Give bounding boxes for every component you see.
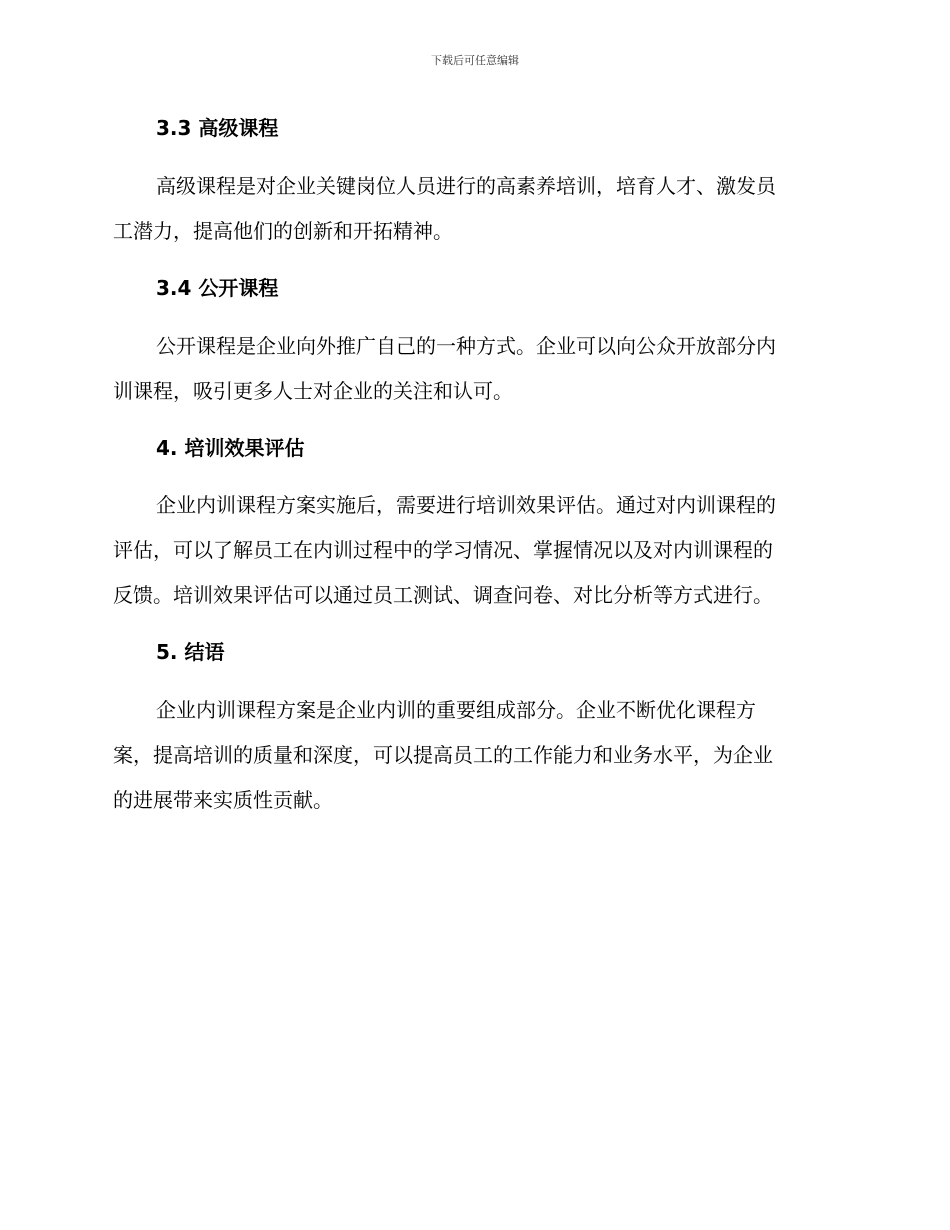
paragraph-line: 企业内训课程方案是企业内训的重要组成部分。企业不断优化课程方 (156, 698, 756, 722)
paragraph-line: 高级课程是对企业关键岗位人员进行的高素养培训，培育人才、激发员 (156, 174, 776, 198)
section-paragraph-4 (113, 483, 831, 618)
paragraph-line: 企业内训课程方案实施后，需要进行培训效果评估。通过对内训课程的 (156, 493, 776, 517)
section-paragraph-5 (113, 688, 831, 823)
paragraph-line: 工潜力，提高他们的创新和开拓精神。 (113, 219, 453, 243)
paragraph-line: 案，提高培训的质量和深度，可以提高员工的工作能力和业务水平，为企业 (113, 743, 773, 767)
page-header: 下载后可任意编辑 (431, 54, 519, 67)
paragraph-line: 的进展带来实质性贡献。 (113, 788, 333, 812)
section-heading-4: 4. 培训效果评估 (156, 436, 305, 460)
paragraph-line: 评估，可以了解员工在内训过程中的学习情况、掌握情况以及对内训课程的 (113, 538, 773, 562)
section-heading-5: 5. 结语 (156, 640, 225, 664)
paragraph-line: 训课程，吸引更多人士对企业的关注和认可。 (113, 379, 513, 403)
section-paragraph-3-3 (113, 164, 831, 254)
section-paragraph-3-4 (113, 324, 831, 414)
paragraph-line: 反馈。培训效果评估可以通过员工测试、调查问卷、对比分析等方式进行。 (113, 583, 773, 607)
paragraph-line: 公开课程是企业向外推广自己的一种方式。企业可以向公众开放部分内 (156, 334, 776, 358)
section-heading-3-3: 3.3 高级课程 (156, 116, 279, 140)
section-heading-3-4: 3.4 公开课程 (156, 276, 279, 300)
